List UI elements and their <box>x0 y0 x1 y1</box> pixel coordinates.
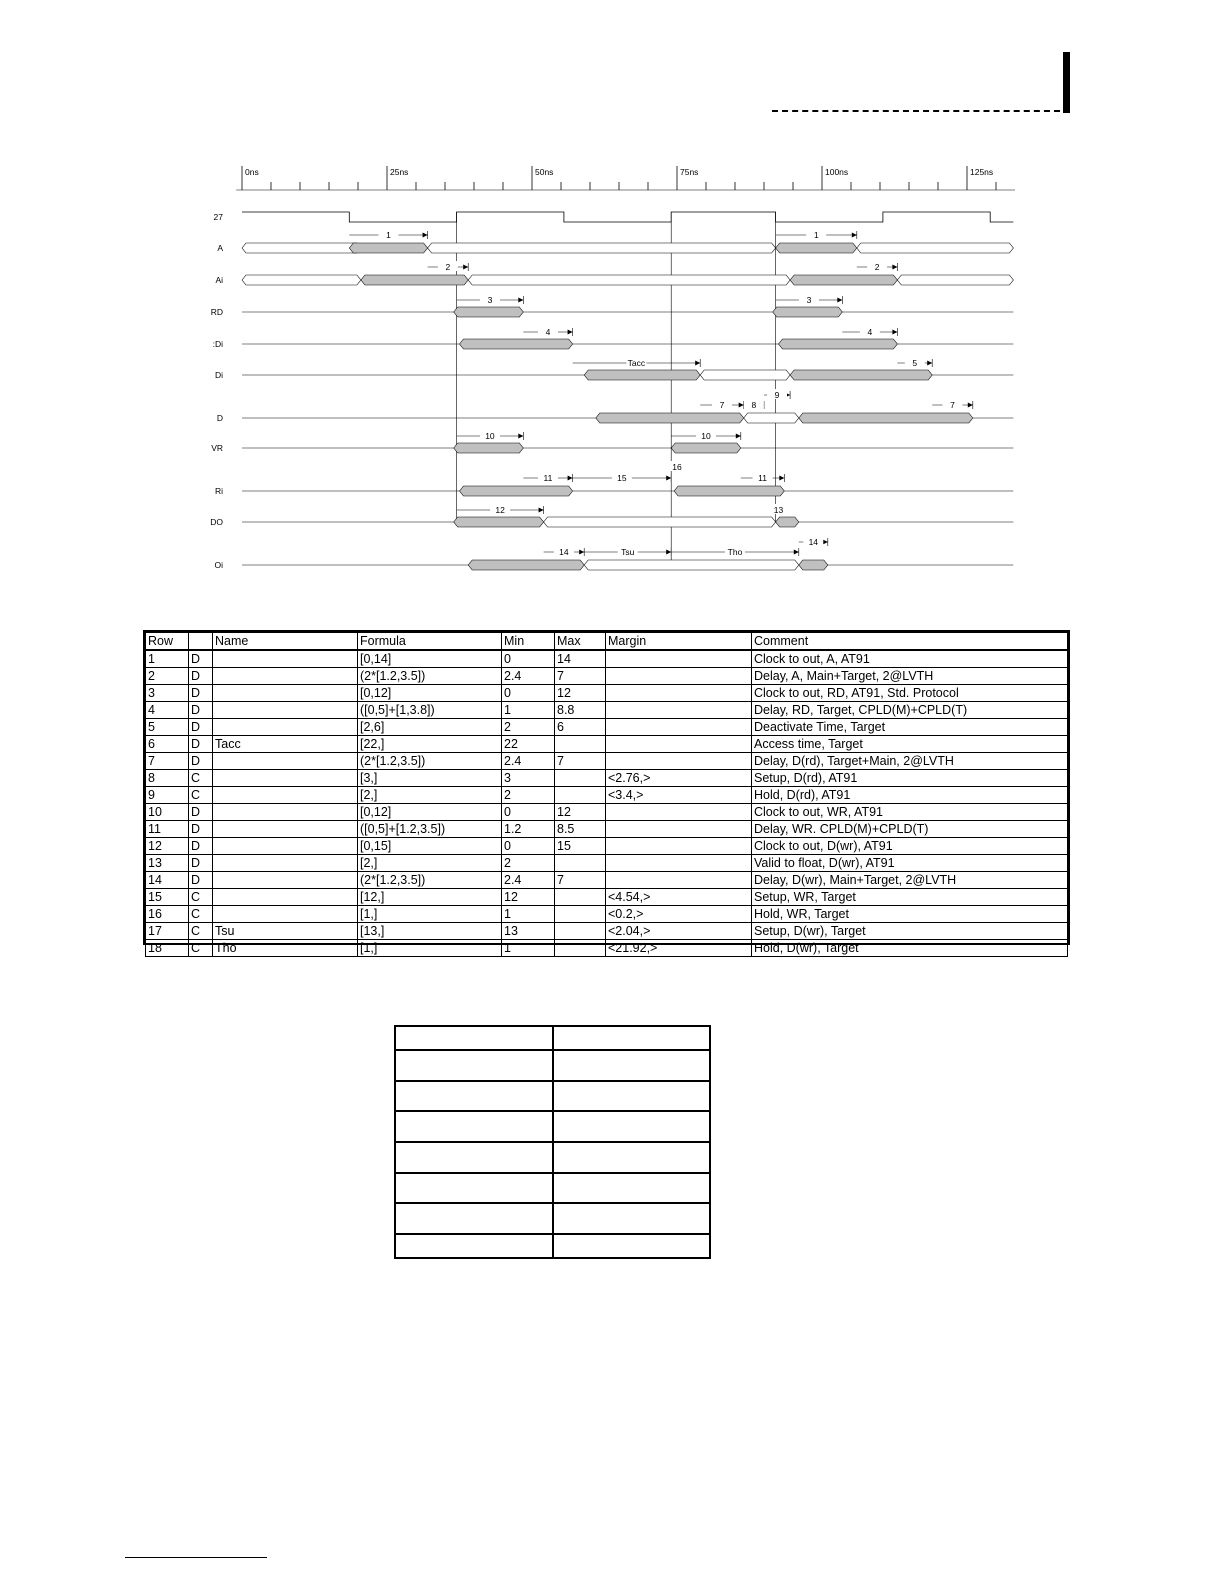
header-dashed-rule <box>772 110 1060 112</box>
arrow-head <box>518 298 523 303</box>
table-cell <box>213 872 358 889</box>
signal-label: RD <box>210 307 223 317</box>
bus-transition <box>460 339 573 349</box>
arrow-head <box>852 233 857 238</box>
table-cell: 17 <box>146 923 189 940</box>
table-cell: [22,] <box>358 736 502 753</box>
table-cell: Delay, D(rd), Target+Main, 2@LVTH <box>752 753 1068 770</box>
ruler-label: 25ns <box>390 167 409 177</box>
ruler-label: 75ns <box>680 167 699 177</box>
table-cell <box>213 855 358 872</box>
measure-label: 11 <box>758 473 767 483</box>
table-cell: Clock to out, A, AT91 <box>752 650 1068 668</box>
table-cell: 0 <box>502 838 555 855</box>
table-cell: <4.54,> <box>606 889 752 906</box>
table-cell: D <box>189 804 213 821</box>
table-cell: 13 <box>502 923 555 940</box>
bus-transition <box>454 307 524 317</box>
measure-label: 11 <box>543 473 553 483</box>
table-cell <box>213 838 358 855</box>
column-header: Margin <box>606 633 752 651</box>
table-cell <box>606 650 752 668</box>
arrow-head <box>695 361 700 366</box>
empty-cell <box>396 1173 553 1204</box>
table-row <box>146 770 1068 787</box>
bus-transition <box>584 370 700 380</box>
table-cell: D <box>189 872 213 889</box>
table-cell: 12 <box>146 838 189 855</box>
table-cell: ([0,5]+[1.2,3.5]) <box>358 821 502 838</box>
measure-label: 12 <box>495 505 505 515</box>
bus-valid <box>744 413 799 423</box>
signal-label: D <box>216 413 223 423</box>
table-row <box>146 804 1068 821</box>
table-cell: 2.4 <box>502 753 555 770</box>
bus-transition <box>773 307 843 317</box>
bus-transition <box>799 413 973 423</box>
empty-cell <box>553 1111 710 1142</box>
table-cell: 15 <box>146 889 189 906</box>
table-cell: ([0,5]+[1,3.8]) <box>358 702 502 719</box>
bus-transition <box>776 243 857 253</box>
table-cell: 3 <box>146 685 189 702</box>
bus-transition <box>674 486 784 496</box>
table-row <box>146 923 1068 940</box>
table-cell <box>213 889 358 906</box>
table-cell: D <box>189 668 213 685</box>
table-cell: 8 <box>146 770 189 787</box>
table-cell: Access time, Target <box>752 736 1068 753</box>
measure-label: 10 <box>485 431 495 441</box>
empty-row <box>396 1234 709 1257</box>
table-cell: 6 <box>146 736 189 753</box>
table-cell: 1 <box>502 940 555 957</box>
measure-label: 4 <box>545 327 551 337</box>
arrow-head <box>892 330 897 335</box>
table-cell: Tacc <box>213 736 358 753</box>
column-header: Formula <box>358 633 502 651</box>
arrow-head <box>837 298 842 303</box>
table-cell: C <box>189 940 213 957</box>
measure-label: 14 <box>808 537 819 547</box>
arrow-head <box>927 361 932 366</box>
clock-waveform <box>242 212 1013 222</box>
table-cell: 2.4 <box>502 872 555 889</box>
measure-label: Tacc <box>627 358 646 368</box>
table-cell: D <box>189 650 213 668</box>
empty-row <box>396 1050 709 1081</box>
table-cell <box>213 702 358 719</box>
measure-label: 9 <box>774 390 780 400</box>
bus-valid <box>544 517 776 527</box>
empty-row <box>396 1081 709 1112</box>
bus-transition <box>454 443 524 453</box>
arrow-head <box>568 476 573 481</box>
signal-label: Ai <box>215 275 223 285</box>
table-cell: 7 <box>146 753 189 770</box>
ruler-label: 0ns <box>245 167 259 177</box>
table-row <box>146 753 1068 770</box>
table-cell <box>555 736 606 753</box>
table-cell: [12,] <box>358 889 502 906</box>
table-cell: C <box>189 787 213 804</box>
empty-cell <box>553 1203 710 1234</box>
table-cell: D <box>189 753 213 770</box>
arrow-head <box>463 265 468 270</box>
ruler-label: 100ns <box>825 167 849 177</box>
table-cell: [1,] <box>358 940 502 957</box>
table-cell: 8.8 <box>555 702 606 719</box>
table-cell: [0,14] <box>358 650 502 668</box>
table-cell <box>606 821 752 838</box>
measure-label: Tsu <box>621 547 635 557</box>
table-cell: 12 <box>555 685 606 702</box>
table-cell: <2.76,> <box>606 770 752 787</box>
table-cell: [0,12] <box>358 685 502 702</box>
timing-diagram <box>190 160 1030 585</box>
table-cell: [2,] <box>358 855 502 872</box>
table-cell: 1 <box>502 906 555 923</box>
empty-cell <box>553 1050 710 1081</box>
bus-valid <box>468 275 790 285</box>
table-cell: Delay, RD, Target, CPLD(M)+CPLD(T) <box>752 702 1068 719</box>
table-cell: 22 <box>502 736 555 753</box>
table-row <box>146 940 1068 957</box>
signal-label: Oi <box>214 560 223 570</box>
bus-valid <box>700 370 790 380</box>
table-cell: 8.5 <box>555 821 606 838</box>
table-cell: 1 <box>502 702 555 719</box>
signal-label: Di <box>214 370 223 380</box>
empty-row <box>396 1027 709 1050</box>
empty-cell <box>396 1203 553 1234</box>
bus-transition <box>671 443 741 453</box>
table-row <box>146 787 1068 804</box>
page-edge-marker <box>1063 52 1070 113</box>
arrow-head <box>823 540 828 545</box>
table-row <box>146 668 1068 685</box>
empty-grid-table <box>394 1025 711 1259</box>
table-cell: <0.2,> <box>606 906 752 923</box>
arrow-head <box>539 508 544 513</box>
table-cell: 1.2 <box>502 821 555 838</box>
table-cell: [0,12] <box>358 804 502 821</box>
table-cell: 6 <box>555 719 606 736</box>
bus-valid <box>242 275 361 285</box>
bus-transition <box>460 486 573 496</box>
bus-transition <box>790 275 897 285</box>
table-cell: 9 <box>146 787 189 804</box>
table-cell: 0 <box>502 804 555 821</box>
table-header-row <box>146 633 1068 651</box>
table-cell <box>213 906 358 923</box>
table-cell: 13 <box>146 855 189 872</box>
table-cell: 0 <box>502 685 555 702</box>
table-cell: 2 <box>502 787 555 804</box>
table-cell: C <box>189 906 213 923</box>
empty-cell <box>396 1111 553 1142</box>
column-header: Name <box>213 633 358 651</box>
timing-parameter-table <box>143 630 1070 955</box>
table-cell: (2*[1.2,3.5]) <box>358 668 502 685</box>
arrow-head <box>666 476 671 481</box>
table-cell: [0,15] <box>358 838 502 855</box>
table-cell: 14 <box>555 650 606 668</box>
table-cell <box>606 753 752 770</box>
table-cell <box>555 906 606 923</box>
table-cell: <2.04,> <box>606 923 752 940</box>
measure-label: 1 <box>813 230 819 240</box>
table-row <box>146 702 1068 719</box>
table-cell: [2,6] <box>358 719 502 736</box>
table-cell: 5 <box>146 719 189 736</box>
empty-cell <box>396 1142 553 1173</box>
empty-cell <box>553 1173 710 1204</box>
table-cell: 4 <box>146 702 189 719</box>
table-cell <box>213 668 358 685</box>
table-row <box>146 889 1068 906</box>
table-cell <box>606 872 752 889</box>
footnote-rule <box>125 1557 267 1558</box>
table-cell: Setup, D(rd), AT91 <box>752 770 1068 787</box>
table-cell: Setup, D(wr), Target <box>752 923 1068 940</box>
measure-label: 16 <box>672 462 682 472</box>
arrow-head <box>739 403 744 408</box>
empty-cell <box>553 1234 710 1257</box>
table-cell <box>555 889 606 906</box>
arrow-head <box>518 434 523 439</box>
measure-label: 2 <box>874 262 880 272</box>
signal-label: Ri <box>214 486 223 496</box>
table-cell <box>606 736 752 753</box>
table-cell: 1 <box>146 650 189 668</box>
bus-transition <box>779 339 898 349</box>
bus-transition <box>790 370 932 380</box>
table-row <box>146 838 1068 855</box>
table-cell <box>555 855 606 872</box>
signal-label: :Di <box>212 339 223 349</box>
arrow-head <box>892 265 897 270</box>
table-cell <box>555 940 606 957</box>
column-header <box>189 633 213 651</box>
measure-label: 7 <box>950 400 955 410</box>
bus-valid <box>897 275 1013 285</box>
table-cell: Clock to out, RD, AT91, Std. Protocol <box>752 685 1068 702</box>
measure-label: 8 <box>751 400 757 410</box>
table-cell: 10 <box>146 804 189 821</box>
table-cell: [2,] <box>358 787 502 804</box>
table-cell: 2.4 <box>502 668 555 685</box>
table-row <box>146 719 1068 736</box>
table-cell: 2 <box>502 855 555 872</box>
measure-label: 3 <box>487 295 493 305</box>
arrow-head <box>794 550 799 555</box>
empty-row <box>396 1173 709 1204</box>
arrow-head <box>579 550 584 555</box>
table-cell: Delay, D(wr), Main+Target, 2@LVTH <box>752 872 1068 889</box>
table-cell: 12 <box>502 889 555 906</box>
table-cell <box>606 668 752 685</box>
measure-label: 15 <box>617 473 627 483</box>
column-header: Min <box>502 633 555 651</box>
table-cell: [1,] <box>358 906 502 923</box>
empty-cell <box>396 1081 553 1112</box>
table-cell: (2*[1.2,3.5]) <box>358 872 502 889</box>
bus-valid <box>584 560 799 570</box>
arrow-head <box>779 476 784 481</box>
table-cell: Clock to out, WR, AT91 <box>752 804 1068 821</box>
table-row <box>146 872 1068 889</box>
table-cell <box>213 770 358 787</box>
column-header: Max <box>555 633 606 651</box>
table-cell: Setup, WR, Target <box>752 889 1068 906</box>
table-cell: 2 <box>146 668 189 685</box>
ruler-label: 125ns <box>970 167 994 177</box>
bus-transition <box>596 413 744 423</box>
ruler-label: 50ns <box>535 167 554 177</box>
table-cell: C <box>189 889 213 906</box>
table-cell <box>606 719 752 736</box>
table-cell: D <box>189 685 213 702</box>
table-cell <box>213 685 358 702</box>
table-cell: Delay, A, Main+Target, 2@LVTH <box>752 668 1068 685</box>
table-row <box>146 821 1068 838</box>
table-cell: Clock to out, D(wr), AT91 <box>752 838 1068 855</box>
table-cell: Tsu <box>213 923 358 940</box>
table-cell: Hold, D(rd), AT91 <box>752 787 1068 804</box>
table-cell: 3 <box>502 770 555 787</box>
table-cell <box>555 923 606 940</box>
bus-transition <box>454 517 544 527</box>
empty-row <box>396 1142 709 1173</box>
table-cell <box>213 753 358 770</box>
signal-label: VR <box>211 443 223 453</box>
table-cell: D <box>189 736 213 753</box>
measure-label: 3 <box>806 295 812 305</box>
bus-valid <box>242 243 361 253</box>
measure-label: 2 <box>445 262 451 272</box>
bus-transition <box>468 560 584 570</box>
table-cell: 11 <box>146 821 189 838</box>
table-cell: [13,] <box>358 923 502 940</box>
table-cell: 16 <box>146 906 189 923</box>
table-cell: D <box>189 821 213 838</box>
table-row <box>146 736 1068 753</box>
table-cell: Tho <box>213 940 358 957</box>
table-cell: <21.92,> <box>606 940 752 957</box>
measure-label: 4 <box>867 327 873 337</box>
empty-row <box>396 1203 709 1234</box>
bus-valid <box>428 243 776 253</box>
table-cell: <3.4,> <box>606 787 752 804</box>
measure-label: 10 <box>701 431 711 441</box>
bus-transition <box>349 243 427 253</box>
arrow-head <box>423 233 428 238</box>
arrow-head <box>666 550 671 555</box>
table-cell: D <box>189 702 213 719</box>
empty-cell <box>396 1027 553 1050</box>
table-cell: 12 <box>555 804 606 821</box>
table-cell: C <box>189 770 213 787</box>
measure-label: 1 <box>386 230 391 240</box>
table-cell: D <box>189 719 213 736</box>
table-cell <box>213 821 358 838</box>
bus-transition <box>776 517 799 527</box>
table-cell: Hold, D(wr), Target <box>752 940 1068 957</box>
table-cell <box>213 804 358 821</box>
table-row <box>146 685 1068 702</box>
table-cell: 2 <box>502 719 555 736</box>
column-header: Comment <box>752 633 1068 651</box>
column-header: Row <box>146 633 189 651</box>
table-cell <box>213 650 358 668</box>
measure-label: 13 <box>773 505 784 515</box>
arrow-head <box>568 330 573 335</box>
table-row <box>146 855 1068 872</box>
table-cell <box>606 702 752 719</box>
measure-label: 5 <box>912 358 918 368</box>
table-cell: 15 <box>555 838 606 855</box>
table-cell <box>606 838 752 855</box>
signal-label: DO <box>210 517 223 527</box>
measure-label: 14 <box>559 547 569 557</box>
table-cell: D <box>189 855 213 872</box>
table-cell <box>606 685 752 702</box>
table-row <box>146 650 1068 668</box>
empty-cell <box>396 1234 553 1257</box>
signal-label: 27 <box>213 212 223 222</box>
measure-label: Tho <box>727 547 743 557</box>
table-cell: (2*[1.2,3.5]) <box>358 753 502 770</box>
table-cell: Valid to float, D(wr), AT91 <box>752 855 1068 872</box>
bus-valid <box>857 243 1014 253</box>
bus-transition <box>361 275 468 285</box>
empty-cell <box>553 1027 710 1050</box>
arrow-head <box>736 434 741 439</box>
table-cell: D <box>189 838 213 855</box>
table-cell <box>606 804 752 821</box>
table-cell: [3,] <box>358 770 502 787</box>
table-cell: C <box>189 923 213 940</box>
table-cell: Hold, WR, Target <box>752 906 1068 923</box>
signal-label: A <box>217 243 223 253</box>
empty-cell <box>553 1142 710 1173</box>
table-cell: 18 <box>146 940 189 957</box>
table-cell: 0 <box>502 650 555 668</box>
table-cell: 7 <box>555 753 606 770</box>
table-cell <box>213 719 358 736</box>
empty-cell <box>553 1081 710 1112</box>
table-cell: 7 <box>555 668 606 685</box>
table-cell: Delay, WR. CPLD(M)+CPLD(T) <box>752 821 1068 838</box>
table-cell <box>606 855 752 872</box>
table-cell: Deactivate Time, Target <box>752 719 1068 736</box>
table-cell <box>213 787 358 804</box>
table-cell: 14 <box>146 872 189 889</box>
empty-row <box>396 1111 709 1142</box>
measure-label: 7 <box>719 400 725 410</box>
table-cell <box>555 787 606 804</box>
table-cell <box>555 770 606 787</box>
table-cell: 7 <box>555 872 606 889</box>
arrow-head <box>968 403 973 408</box>
empty-cell <box>396 1050 553 1081</box>
table-row <box>146 906 1068 923</box>
bus-transition <box>799 560 828 570</box>
